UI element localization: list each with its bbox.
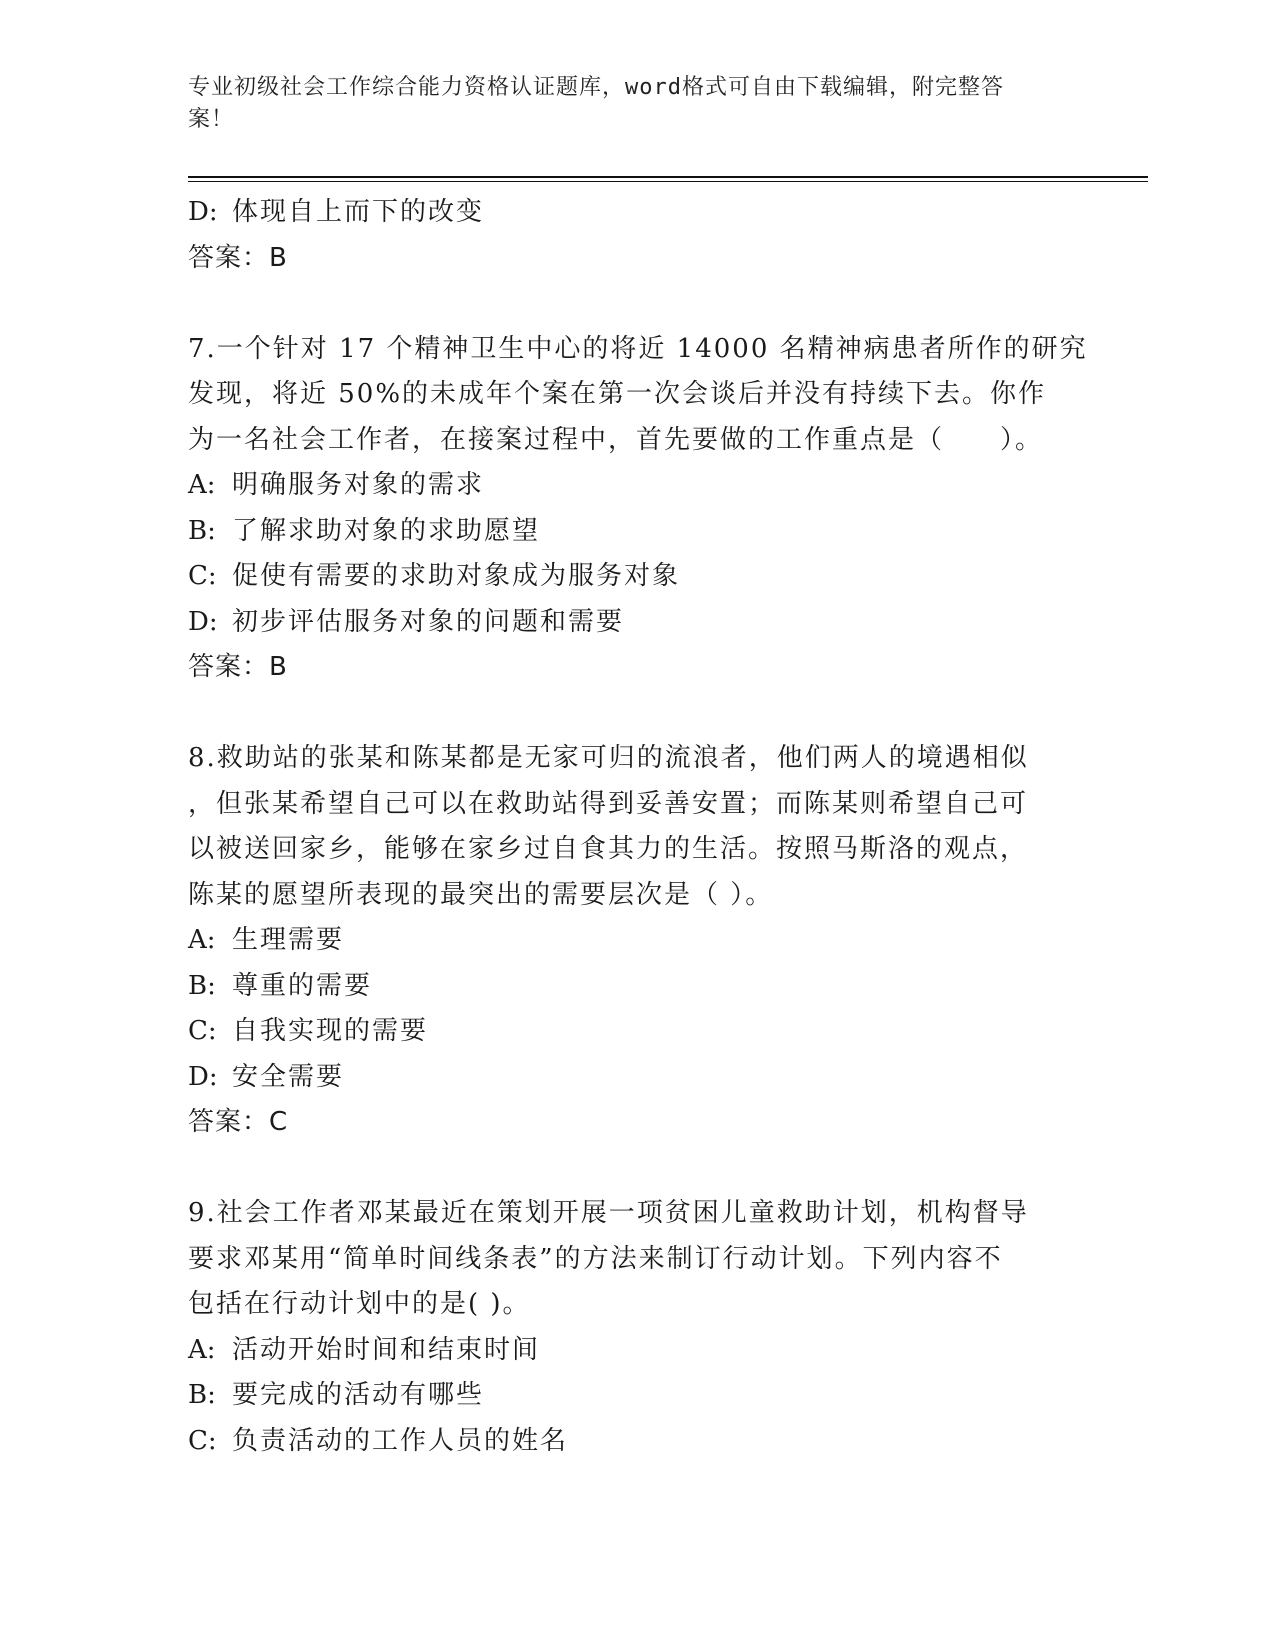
question-8 [188, 736, 1068, 1146]
question-stem-line: ，但张某希望自己可以在救助站得到妥善安置；而陈某则希望自己可 [188, 788, 1029, 819]
header-rule-thin [188, 181, 1148, 182]
option-text: 安全需要 [232, 1061, 345, 1092]
option-a [188, 1328, 1068, 1374]
option-c [188, 554, 1068, 600]
question-stem-line: 包括在行动计划中的是( )。 [188, 1289, 531, 1319]
option-b [188, 509, 1068, 555]
option-key: B: [188, 970, 216, 1001]
option-key: B: [188, 515, 216, 546]
question-stem-line: 为一名社会工作者，在接案过程中，首先要做的工作重点是（ ）。 [188, 424, 1044, 455]
option-text: 明确服务对象的需求 [232, 470, 485, 500]
option-d [188, 190, 1068, 236]
option-a [188, 463, 1068, 509]
option-text: 初步评估服务对象的问题和需要 [232, 606, 625, 637]
option-text: 生理需要 [232, 925, 345, 955]
option-text: 尊重的需要 [232, 970, 373, 1001]
option-a [188, 918, 1068, 964]
question-7 [188, 327, 1088, 691]
header-line-2: 案！ [188, 107, 235, 132]
question-stem-line: 8.救助站的张某和陈某都是无家可归的流浪者，他们两人的境遇相似 [188, 743, 1029, 773]
question-stem-line: 发现，将近 50%的未成年个案在第一次会谈后并没有持续下去。你作 [188, 379, 1047, 409]
option-key: A: [188, 925, 216, 955]
question-stem-line: 要求邓某用“简单时间线条表”的方法来制订行动计划。下列内容不 [188, 1243, 1003, 1274]
option-key: A: [188, 1334, 216, 1365]
question-stem-line: 7.一个针对 17 个精神卫生中心的将近 14000 名精神病患者所作的研究 [188, 333, 1088, 364]
spacer [188, 281, 1068, 327]
option-c [188, 1009, 1068, 1055]
option-text: 负责活动的工作人员的姓名 [232, 1425, 569, 1456]
option-d [188, 600, 1068, 646]
option-key: B: [188, 1380, 216, 1410]
question-9 [188, 1191, 1068, 1464]
answer-line: 答案：B [188, 652, 288, 682]
answer-line: 答案：B [188, 242, 288, 273]
header-rule-thick [188, 176, 1148, 178]
option-key: D: [188, 606, 218, 637]
question-stem-line: 9.社会工作者邓某最近在策划开展一项贫困儿童救助计划，机构督导 [188, 1198, 1029, 1228]
option-key: C: [188, 561, 217, 591]
option-key: C: [188, 1016, 217, 1046]
option-key: D: [188, 1061, 218, 1092]
option-text: 自我实现的需要 [232, 1016, 429, 1046]
option-d [188, 1055, 1068, 1101]
option-text: 促使有需要的求助对象成为服务对象 [232, 561, 681, 591]
option-text: 活动开始时间和结束时间 [232, 1334, 541, 1365]
option-text: 了解求助对象的求助愿望 [232, 515, 541, 546]
question-stem-line: 陈某的愿望所表现的最突出的需要层次是（ ）。 [188, 879, 774, 910]
option-b [188, 964, 1068, 1010]
option-c [188, 1419, 1068, 1465]
header-line-1: 专业初级社会工作综合能力资格认证题库，word格式可自由下载编辑，附完整答 [188, 75, 1004, 100]
option-text: 要完成的活动有哪些 [232, 1380, 485, 1410]
spacer [188, 1146, 1068, 1192]
option-text: 体现自上而下的改变 [232, 197, 485, 227]
option-key: C: [188, 1425, 217, 1456]
page-header [188, 72, 1068, 136]
document-body [188, 190, 1088, 1464]
option-key: D: [188, 197, 218, 227]
answer-line: 答案：C [188, 1107, 289, 1137]
option-b [188, 1373, 1068, 1419]
question-stem-line: 以被送回家乡，能够在家乡过自食其力的生活。按照马斯洛的观点， [188, 834, 1029, 864]
spacer [188, 691, 1068, 737]
option-key: A: [188, 470, 216, 500]
